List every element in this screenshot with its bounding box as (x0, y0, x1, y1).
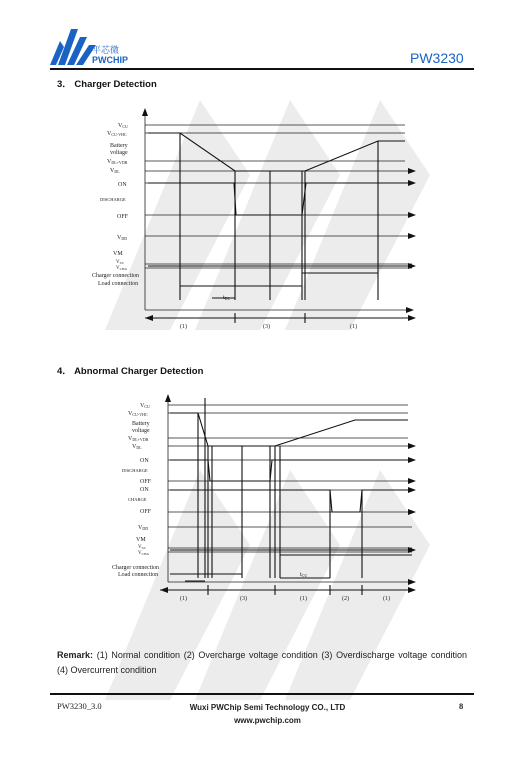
d1-label-vdl: VDL (110, 168, 120, 174)
d1-label-tdl: tDL (223, 295, 231, 301)
remark-label: Remark: (57, 650, 94, 660)
section4-title: 4． Abnormal Charger Detection (57, 366, 204, 377)
remark-text: (1) Normal condition (2) Overcharge voltage condition (3) Overdischarge voltage condition (4) Overcurrent condition (57, 650, 467, 675)
footer-rule (50, 693, 474, 695)
d2-label-vss: $V_{SS}$ (138, 545, 146, 550)
d2-phase-2: (2) (342, 596, 349, 602)
d1-label-discharge: DISCHARGE (100, 197, 126, 202)
d2-label-on2: ON (140, 487, 149, 493)
d1-label-off: OFF (117, 214, 129, 220)
product-code: PW3230 (410, 50, 464, 66)
d2-label-charger-connection: Charger connection (112, 565, 160, 571)
footer-doc-id: PW3230_3.0 (57, 701, 102, 711)
d1-label-battery: Battery (110, 143, 128, 149)
d1-label-charger-connection: Charger connection (92, 273, 140, 279)
d1-label-vss: $V_{SS}$ (116, 260, 124, 265)
d1-phase-1a: (1) (180, 324, 187, 330)
d1-label-vcha: $V_{CHA}$ (116, 266, 128, 271)
d2-phase-1a: (1) (180, 596, 187, 602)
footer-page-number: 8 (459, 701, 464, 711)
d2-phase-3: (3) (240, 596, 247, 602)
d2-label-load-connection: Load connection (118, 572, 159, 578)
d1-phase-3: (3) (263, 324, 270, 330)
d2-label-charge: CHARGE (128, 497, 147, 502)
d2-label-vcha: $V_{CHA}$ (138, 551, 150, 556)
d1-label-on: ON (118, 182, 127, 188)
d2-label-voltage: voltage (132, 428, 150, 434)
d2-label-vdl-vdr: VDL+VDR (128, 436, 149, 442)
d2-label-vdl: VDL (132, 444, 142, 450)
d1-label-load-connection: Load connection (98, 281, 139, 287)
d1-label-vm: VM (113, 251, 123, 257)
d1-label-vcu-vhc: VCU-VHC (107, 131, 127, 137)
d2-phase-1b: (1) (300, 596, 307, 602)
footer-company: Wuxi PWChip Semi Technology CO., LTD (189, 703, 346, 712)
d2-phase-1c: (1) (383, 596, 390, 602)
d2-label-on: ON (140, 458, 149, 464)
d2-label-vcu-vhc: VCU-VHC (128, 411, 148, 417)
d2-label-discharge: DISCHARGE (122, 468, 148, 473)
footer-website[interactable]: www.pwchip.com (234, 716, 301, 725)
d2-label-off: OFF (140, 479, 152, 485)
d2-label-battery: Battery (132, 421, 150, 427)
d1-label-voltage: voltage (110, 150, 128, 156)
d1-phase-1b: (1) (350, 324, 357, 330)
d2-label-vm: VM (136, 537, 146, 543)
d1-label-vdl-vdr: VDL+VDR (107, 159, 128, 165)
section3-title: 3． Charger Detection (57, 79, 157, 90)
d2-label-vdd: VDD (138, 525, 149, 531)
d1-label-vdd: VDD (117, 235, 128, 241)
logo-brand-text: PWCHIP (92, 55, 128, 65)
remark-paragraph (57, 648, 467, 678)
d1-label-vcu: VCU (118, 123, 128, 129)
logo-chinese-text: 平芯微 (92, 46, 120, 56)
d2-label-vcu: VCU (140, 403, 150, 409)
d2-label-tcu: tCU (300, 572, 308, 578)
d2-label-off2: OFF (140, 509, 152, 515)
